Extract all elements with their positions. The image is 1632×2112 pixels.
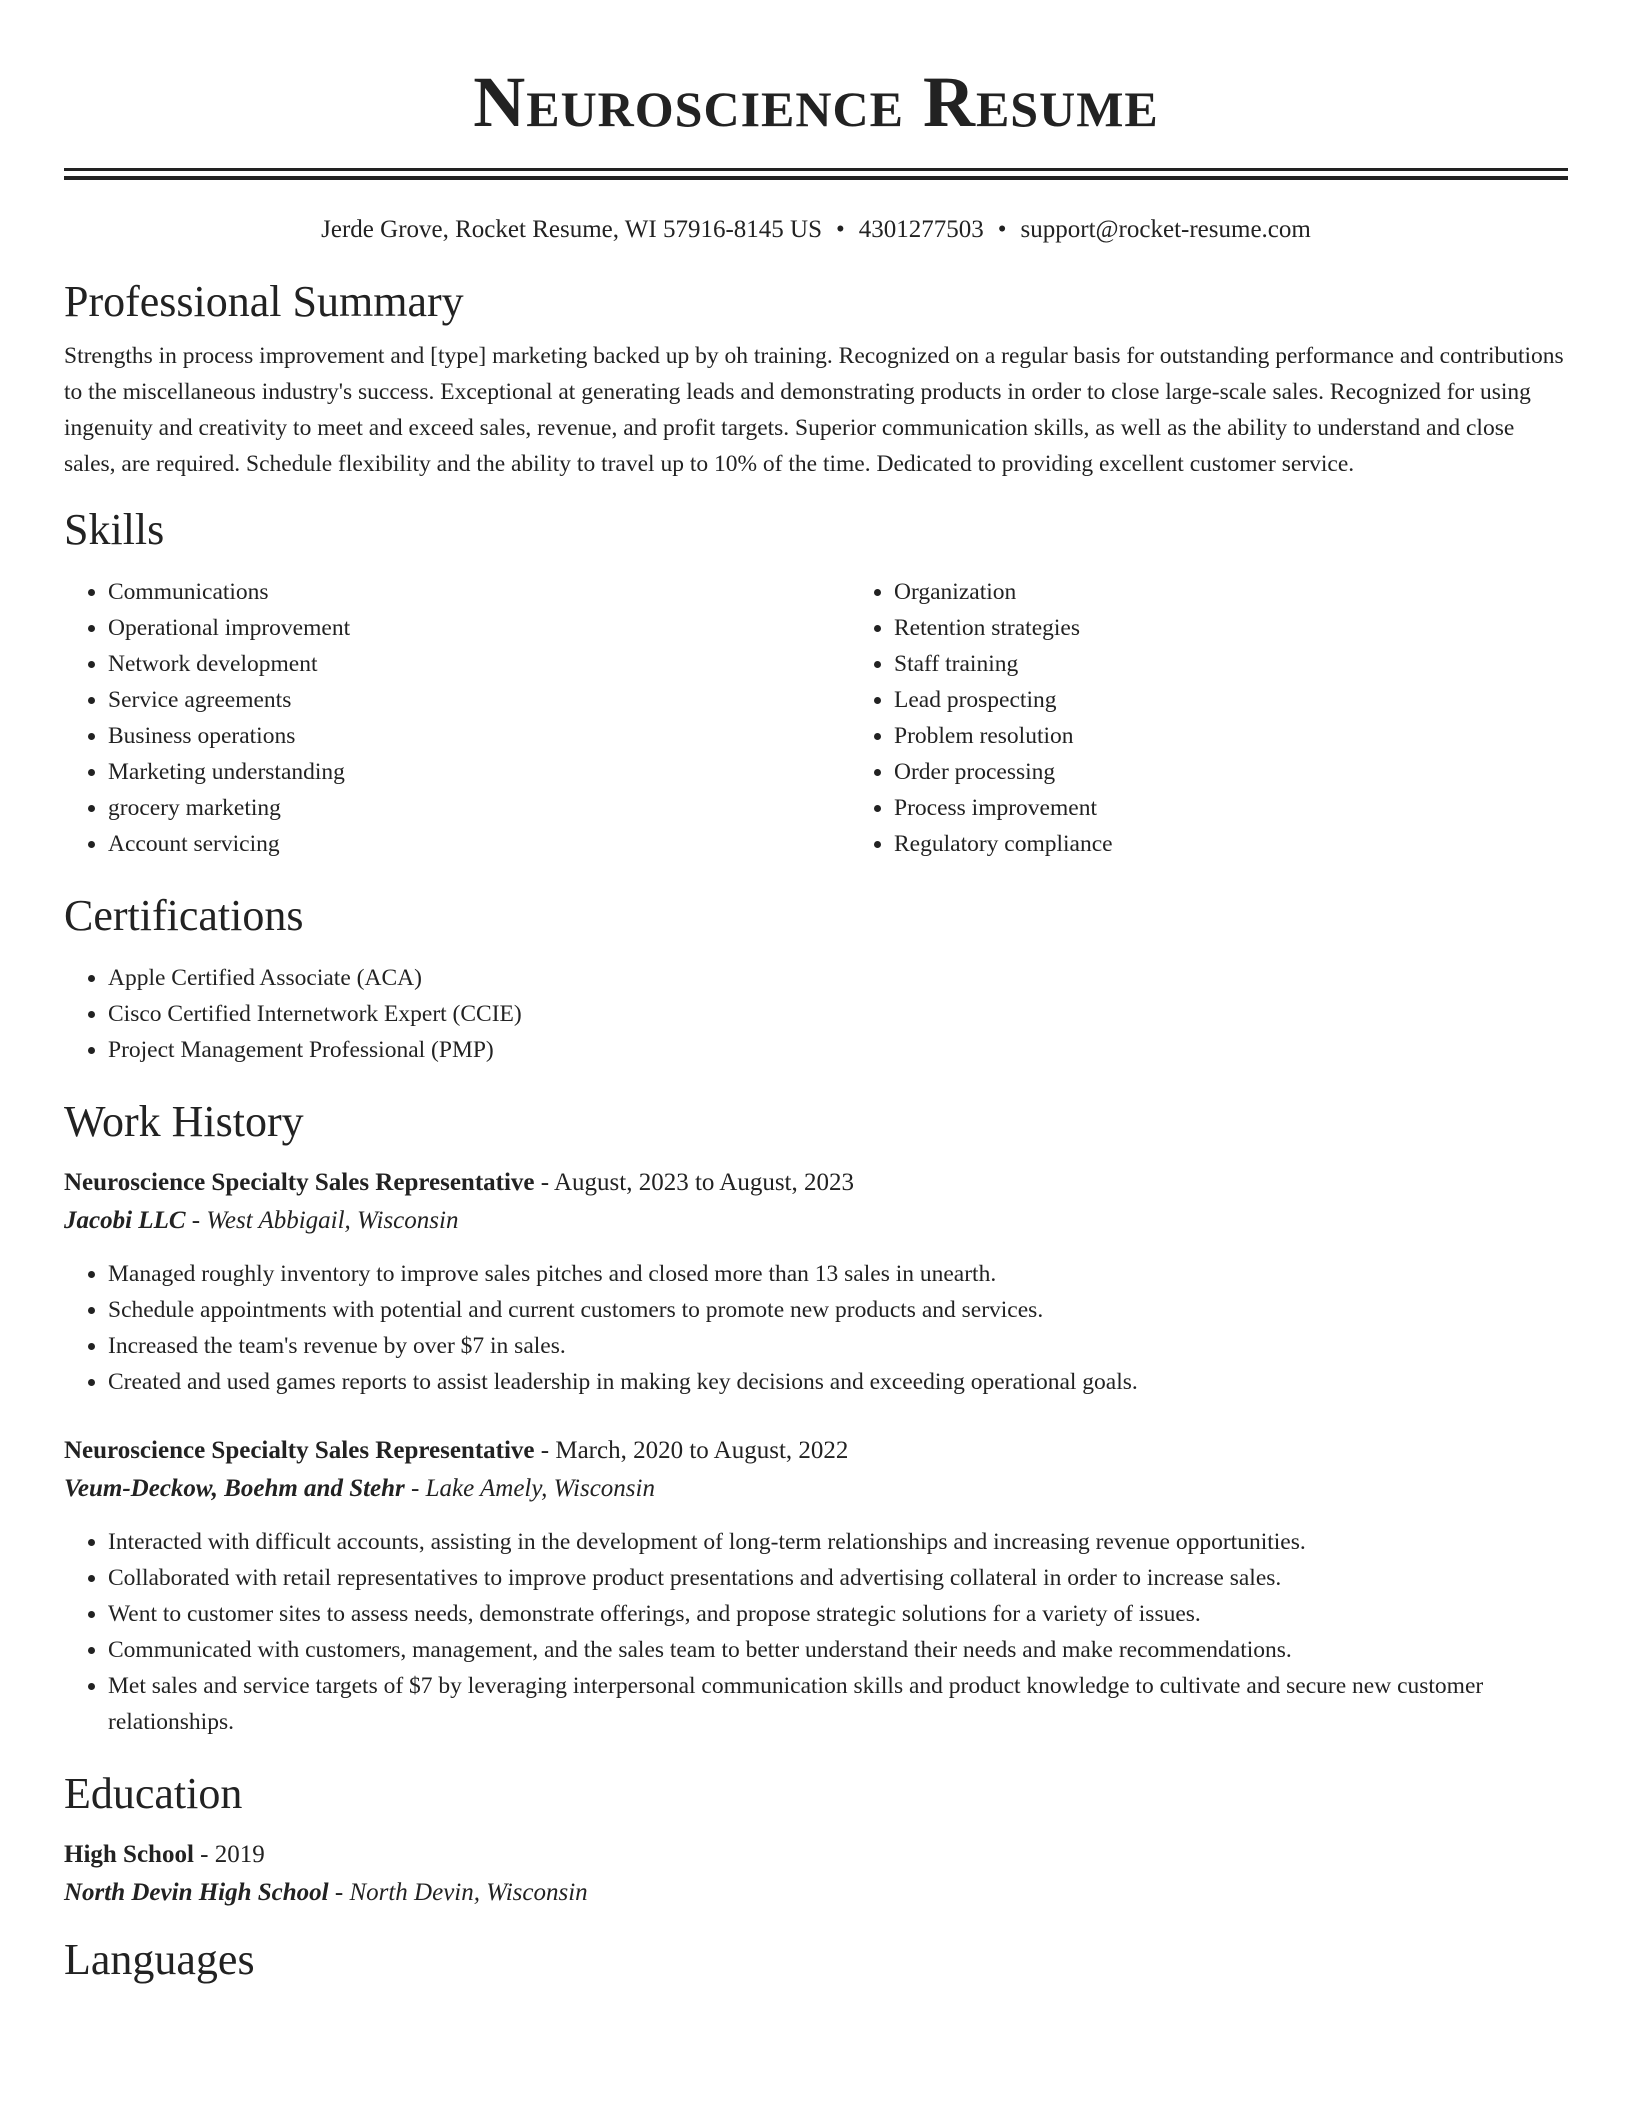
work-history-heading: Work History	[64, 1097, 304, 1146]
education-entry	[64, 1836, 1568, 1912]
contact-address: Jerde Grove, Rocket Resume, WI 57916-8145 US	[321, 216, 822, 243]
contact-phone: 4301277503	[858, 216, 984, 243]
summary-text: Strengths in process improvement and [type] marketing backed up by oh training. Recognized on a regular basis for outstanding performance and contributions to the miscellaneous industry's success. Exceptional at generating leads and demonstrating products in order to close large-scale sales. Recognized for using ingenuity and creativity to meet and exceed sales, revenue, and profit targets. Superior communication skills, as well as the ability to understand and close sales, are required. Schedule flexibility and the ability to travel up to 10% of the time. Dedicated to providing excellent customer service.	[64, 343, 1564, 477]
skill-item: • Order processing	[894, 754, 1568, 790]
skills-list-left	[64, 574, 850, 862]
certification-item: • Cisco Certified Internetwork Expert (CCIE)	[108, 996, 1568, 1032]
skill-item: • Service agreements	[108, 682, 850, 718]
contact-separator: •	[836, 216, 845, 243]
skill-item: • Network development	[108, 646, 850, 682]
job-bullet: • Communicated with customers, management, and the sales team to better understand their needs and make recommendations.	[108, 1632, 1568, 1668]
skill-item: • Business operations	[108, 718, 850, 754]
skill-item: • Organization	[894, 574, 1568, 610]
skill-item: • grocery marketing	[108, 790, 850, 826]
page-title: Neuroscience Resume	[473, 62, 1159, 142]
languages-heading: Languages	[64, 1935, 255, 1984]
job-title: Neuroscience Specialty Sales Representative	[64, 1169, 535, 1196]
job-dates: - March, 2020 to August, 2022	[540, 1437, 849, 1464]
education-year: - 2019	[200, 1841, 265, 1868]
contact-info	[64, 214, 1568, 246]
job-bullet: • Met sales and service targets of $7 by leveraging interpersonal communication skills and product knowledge to cultivate and secure new customer relationships.	[108, 1668, 1568, 1740]
job-bullet: • Created and used games reports to assist leadership in making key decisions and exceeding operational goals.	[108, 1364, 1568, 1400]
job-location: - West Abbigail, Wisconsin	[191, 1207, 459, 1234]
skill-item: • Retention strategies	[894, 610, 1568, 646]
skill-item: • Lead prospecting	[894, 682, 1568, 718]
job-entry	[64, 1164, 1568, 1400]
job-title-line	[64, 1164, 1568, 1202]
job-dates: - August, 2023 to August, 2023	[540, 1169, 855, 1196]
job-bullet: • Managed roughly inventory to improve sales pitches and closed more than 13 sales in unearth.	[108, 1256, 1568, 1292]
education-school-line	[64, 1874, 1568, 1912]
summary-heading: Professional Summary	[64, 277, 464, 326]
skill-item: • Communications	[108, 574, 850, 610]
certifications-heading: Certifications	[64, 891, 304, 940]
job-bullet: • Collaborated with retail representatives to improve product presentations and advertising collateral in order to increase sales.	[108, 1560, 1568, 1596]
skills-grid	[64, 574, 1568, 862]
skill-item: • Process improvement	[894, 790, 1568, 826]
job-company-line	[64, 1470, 1568, 1508]
job-company: Jacobi LLC	[64, 1207, 186, 1234]
job-bullets	[64, 1524, 1568, 1740]
job-bullet: • Increased the team's revenue by over $7 in sales.	[108, 1328, 1568, 1364]
title-divider-top	[64, 168, 1568, 171]
skill-item: • Marketing understanding	[108, 754, 850, 790]
skill-item: • Regulatory compliance	[894, 826, 1568, 862]
certifications-list	[64, 960, 1568, 1068]
title-divider-bottom	[64, 176, 1568, 180]
education-degree-line	[64, 1836, 1568, 1874]
skill-item: • Problem resolution	[894, 718, 1568, 754]
skill-item: • Operational improvement	[108, 610, 850, 646]
education-heading: Education	[64, 1769, 243, 1818]
education-location: - North Devin, Wisconsin	[334, 1879, 588, 1906]
job-bullet: • Interacted with difficult accounts, assisting in the development of long-term relationships and increasing revenue opportunities.	[108, 1524, 1568, 1560]
job-company: Veum-Deckow, Boehm and Stehr	[64, 1475, 405, 1502]
job-bullets	[64, 1256, 1568, 1400]
skill-item: • Account servicing	[108, 826, 850, 862]
contact-email: support@rocket-resume.com	[1020, 216, 1311, 243]
skills-list-right	[850, 574, 1568, 862]
job-title-line	[64, 1432, 1568, 1470]
job-bullet: • Schedule appointments with potential and current customers to promote new products and services.	[108, 1292, 1568, 1328]
certification-item: • Project Management Professional (PMP)	[108, 1032, 1568, 1068]
skills-heading: Skills	[64, 505, 165, 554]
job-title: Neuroscience Specialty Sales Representative	[64, 1437, 535, 1464]
education-degree: High School	[64, 1841, 194, 1868]
job-location: - Lake Amely, Wisconsin	[411, 1475, 655, 1502]
certification-item: • Apple Certified Associate (ACA)	[108, 960, 1568, 996]
job-company-line	[64, 1202, 1568, 1240]
education-school: North Devin High School	[64, 1879, 329, 1906]
job-bullet: • Went to customer sites to assess needs, demonstrate offerings, and propose strategic solutions for a variety of issues.	[108, 1596, 1568, 1632]
contact-separator: •	[997, 216, 1007, 243]
job-entry	[64, 1432, 1568, 1740]
skill-item: • Staff training	[894, 646, 1568, 682]
